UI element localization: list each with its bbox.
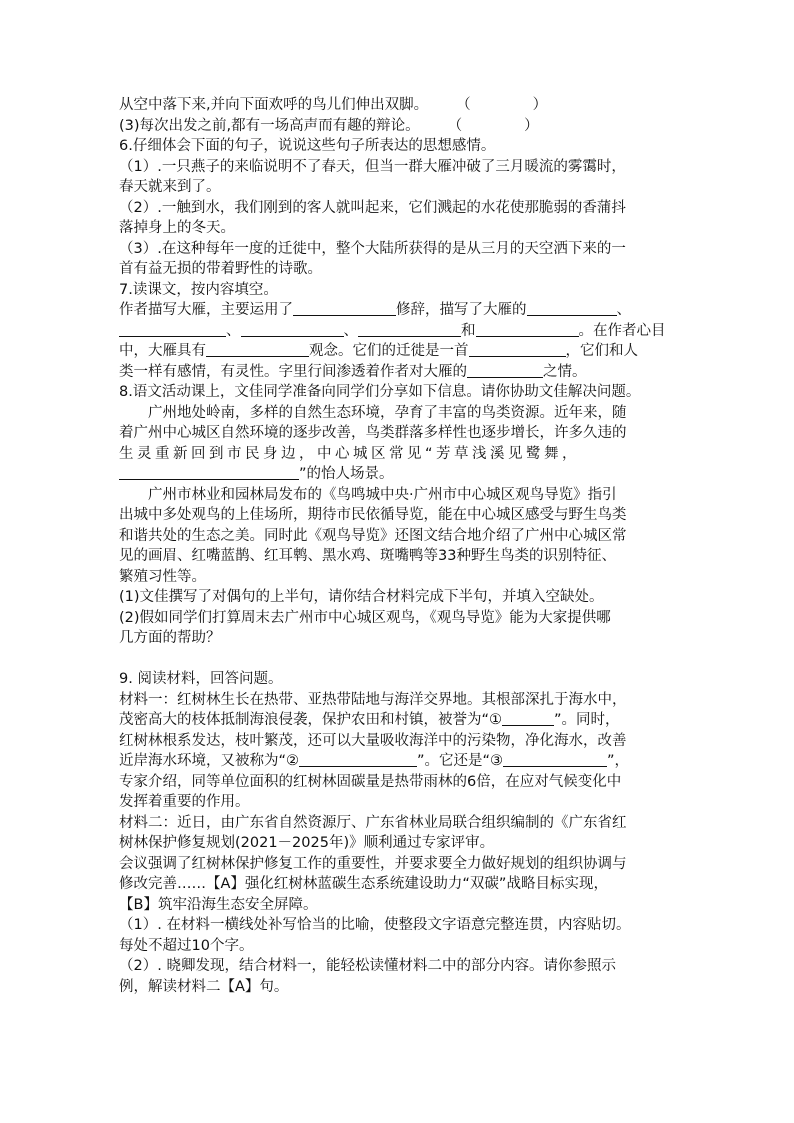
q8-para2-line2: 出城中多处观鸟的上佳场所，期待市民依循导览，能在中心城区感受与野生鸟类 — [119, 507, 627, 523]
q7-text: 、 — [343, 322, 358, 339]
q7-blank-trait3[interactable] — [241, 322, 344, 337]
q9-subq1-line1: （1）. 在材料一横线处补写恰当的比喻，使整段文字语意完整连贯，内容贴切。 — [119, 917, 631, 933]
q7-line4 — [119, 362, 691, 383]
q9-m1-line4 — [119, 751, 691, 772]
q8-subq2-line2: 几方面的帮助？ — [119, 630, 221, 646]
q7-blank-trait1[interactable] — [527, 301, 617, 316]
q5-item3-paren-close: ） — [524, 117, 539, 134]
q7-text: 作者描写大雁，主要运用了 — [119, 302, 293, 318]
q7-title: 7.读课文，按内容填空。 — [119, 281, 278, 298]
q8-para1-line4 — [119, 464, 691, 485]
q7-blank-trait2[interactable] — [119, 322, 226, 337]
q9-m2-line1: 材料二：近日，由广东省自然资源厅、广东省林业局联合组织编制的《广东省红 — [119, 814, 627, 831]
q9-m1-line3: 红树林根系发达，枝叶繁茂，还可以大量吸收海洋中的污染物，净化海水，改善 — [119, 732, 627, 749]
q8-para2-line1: 广州市林业和园林局发布的《鸟鸣城中央·广州市中心城区观鸟导览》指引 — [148, 486, 617, 503]
q9-text: ”， — [607, 753, 630, 769]
q9-blank-2[interactable] — [299, 752, 417, 767]
q8-title: 8.语文活动课上，文佳同学准备向同学们分享如下信息。请你协助文佳解决问题。 — [119, 384, 641, 400]
q7-blank-trait5[interactable] — [476, 322, 579, 337]
q6-sentence1-line1: （1）.一只燕子的来临说明不了春天，但当一群大雁冲破了三月暖流的雾霭时， — [119, 158, 626, 175]
q7-text: 、 — [226, 322, 241, 339]
q7-text: 中，大雁具有 — [119, 343, 206, 359]
q9-m1-line5: 专家介绍，同等单位面积的红树林固碳量是热带雨林的6倍，在应对气候变化中 — [119, 773, 622, 790]
q9-text: ”。同时， — [554, 712, 620, 728]
q9-m1-line1: 材料一：红树林生长在热带、亚热带陆地与海洋交界地。其根部深扎于海水中， — [119, 691, 627, 708]
q6-sentence1-line2: 春天就来到了。 — [119, 179, 221, 195]
q8-para1-line1: 广州地处岭南，多样的自然生态环境，孕育了丰富的鸟类资源。近年来，随 — [148, 404, 627, 421]
q6-title: 6.仔细体会下面的句子，说说这些句子所表达的思想感情。 — [119, 138, 496, 154]
q9-text: 近岸海水环境，又被称为“② — [119, 753, 300, 769]
q7-text: 之情。 — [543, 363, 587, 380]
q8-subq2-line1: (2)假如同学们打算周末去广州市中心城区观鸟，《观鸟导览》能为大家提供哪 — [119, 609, 611, 626]
q9-m1-line2 — [119, 710, 691, 731]
q7-line1 — [119, 300, 691, 321]
q8-para2-line3: 和谐共处的生态之美。同时此《观鸟导览》还图文结合地介绍了广州中心城区常 — [119, 527, 627, 544]
q9-subq2-line2: 例，解读材料二【A】句。 — [119, 978, 289, 995]
q9-m2-line2: 树林保护修复规划(2021－2025年)》顺利通过专家评审。 — [119, 835, 495, 851]
q7-text: 类一样有感情，有灵性。字里行间渗透着作者对大雁的 — [119, 363, 467, 380]
q8-para2-line4: 见的画眉、红嘴蓝鹊、红耳鹎、黑水鸡、斑嘴鸭等33种野生鸟类的识别特征、 — [119, 548, 616, 564]
q6-sentence2-line2: 落掉身上的冬天。 — [119, 220, 235, 236]
q9-blank-1[interactable] — [502, 711, 554, 726]
q5-item2-paren-open: （ — [456, 97, 471, 113]
q9-text: 茂密高大的枝体抵制海浪侵袭，保护农田和村镇，被誉为“① — [119, 712, 503, 728]
q8-text: ”的怡人场景。 — [299, 466, 394, 482]
q7-blank-concept[interactable] — [206, 342, 309, 357]
q7-text: 和 — [461, 322, 476, 339]
q8-para2-line5: 繁殖习性等。 — [119, 568, 206, 585]
q5-item3-text: (3)每次出发之前,都有一场高声而有趣的辩论。 — [119, 117, 420, 134]
q9-text: ”。它还是“③ — [417, 753, 504, 769]
q9-m2-line4: 修改完善……【A】强化红树林蓝碳生态系统建设助力“双碳”战略目标实现， — [119, 876, 608, 892]
q7-blank-poem[interactable] — [469, 342, 566, 357]
q7-blank-feeling[interactable] — [467, 363, 543, 378]
q8-subq1: (1)文佳撰写了对偶句的上半句，请你结合材料完成下半句，并填入空缺处。 — [119, 589, 604, 605]
q7-text: 观念。它们的迁徙是一首 — [309, 343, 469, 359]
q7-text: 修辞，描写了大雁的 — [396, 302, 527, 318]
q8-para1-line3: 生灵重新回到市民身边，中心城区常见“芳草浅溪见鹭舞， — [119, 445, 581, 462]
q8-blank-couplet[interactable] — [119, 465, 299, 480]
q7-text: 。在作者心目 — [578, 322, 666, 339]
q5-item2-paren-close: ） — [532, 97, 548, 113]
q9-subq1-line2: 每处不超过10个字。 — [119, 937, 254, 954]
q9-m1-line6: 发挥着重要的作用。 — [119, 794, 250, 810]
q9-title: 9. 阅读材料，回答问题。 — [119, 671, 283, 687]
q5-item2-line — [119, 95, 691, 116]
q7-blank-trait4[interactable] — [358, 322, 461, 337]
q8-para1-line2: 着广州中心城区自然环境的逐步改善，鸟类群落多样性也逐步增长，许多久违的 — [119, 425, 627, 441]
q6-sentence2-line1: （2）.一触到水，我们刚到的客人就叫起来，它们溅起的水花使那脆弱的香蒲抖 — [119, 199, 626, 216]
q7-line3 — [119, 341, 691, 362]
q5-item2-text: 从空中落下来,并向下面欢呼的鸟儿们伸出双脚。 — [119, 97, 429, 113]
q9-subq2-line1: （2）. 晓卿发现，结合材料一，能轻松读懂材料二中的部分内容。请你参照示 — [119, 958, 616, 974]
q9-m2-line3: 会议强调了红树林保护修复工作的重要性，并要求要全力做好规划的组织协调与 — [119, 855, 627, 872]
q9-m2-line5: 【B】筑牢沿海生态安全屏障。 — [119, 896, 318, 913]
q5-item3-paren-open: （ — [447, 117, 463, 134]
q7-text: ，它们和人 — [565, 343, 638, 359]
q7-text: 、 — [616, 302, 631, 318]
q9-blank-3[interactable] — [503, 752, 607, 767]
q5-item3-line — [119, 116, 691, 137]
q7-blank-rhetoric[interactable] — [293, 301, 396, 316]
worksheet-page — [119, 95, 691, 997]
q6-sentence3-line1: （3）.在这种每年一度的迁徙中，整个大陆所获得的是从三月的天空洒下来的一 — [119, 240, 626, 257]
q7-line2 — [119, 321, 691, 342]
q6-sentence3-line2: 首有益无损的带着野性的诗歌。 — [119, 261, 322, 277]
